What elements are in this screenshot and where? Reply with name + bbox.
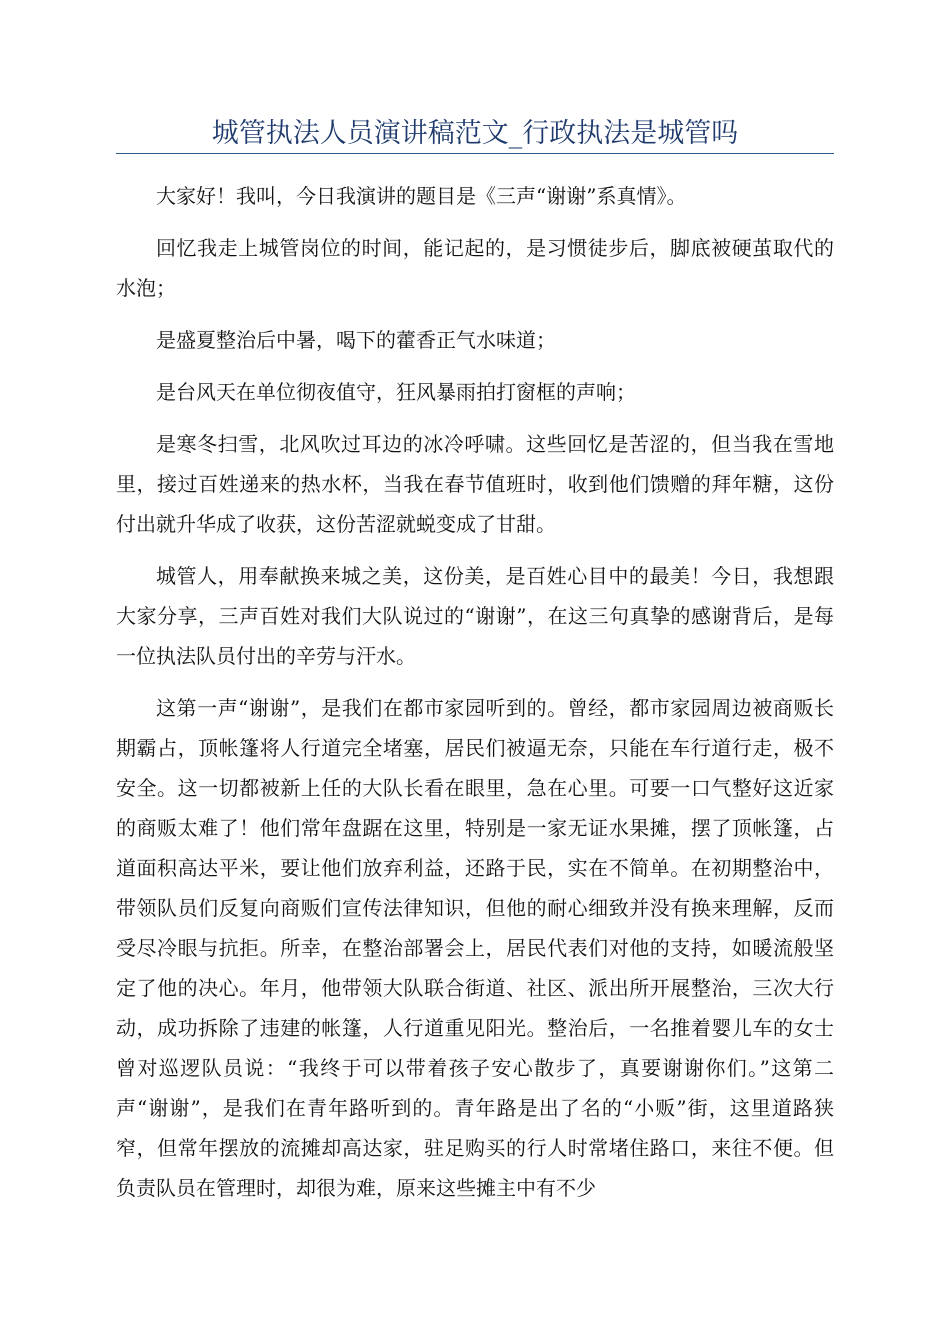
title-underline xyxy=(116,153,834,154)
paragraph: 这第一声“谢谢”，是我们在都市家园听到的。曾经，都市家园周边被商贩长期霸占，顶帐篷将人行道完全堵塞，居民们被逼无奈，只能在车行道行走，极不安全。这一切都被新上任的大队长看在眼里，急在心里。可要一口气整好这近家的商贩太难了！他们常年盘踞在这里，特别是一家无证水果摊，摆了顶帐篷，占道面积高达平米，要让他们放弃利益，还路于民，实在不简单。在初期整治中，带领队员们反复向商贩们宣传法律知识，但他的耐心细致并没有换来理解，反而受尽冷眼与抗拒。所幸，在整治部署会上，居民代表们对他的支持，如暖流般坚定了他的决心。年月，他带领大队联合街道、社区、派出所开展整治，三次大行动，成功拆除了违建的帐篷，人行道重见阳光。整治后，一名推着婴儿车的女士曾对巡逻队员说：“我终于可以带着孩子安心散步了，真要谢谢你们。”这第二声“谢谢”，是我们在青年路听到的。青年路是出了名的“小贩”街，这里道路狭窄，但常年摆放的流摊却高达家，驻足购买的行人时常堵住路口，来往不便。但负责队员在管理时，却很为难，原来这些摊主中有不少 xyxy=(116,696,834,1200)
paragraph: 是盛夏整治后中暑，喝下的藿香正气水味道； xyxy=(156,328,556,352)
document-body xyxy=(116,176,834,1220)
paragraph: 是寒冬扫雪，北风吹过耳边的冰冷呼啸。这些回忆是苦涩的，但当我在雪地里，接过百姓递来的热水杯，当我在春节值班时，收到他们馈赠的拜年糖，这份付出就升华成了收获，这份苦涩就蜕变成了甘甜。 xyxy=(116,432,834,536)
document-title: 城管执法人员演讲稿范文_行政执法是城管吗 xyxy=(211,118,739,149)
paragraph: 城管人，用奉献换来城之美，这份美，是百姓心目中的最美！今日，我想跟大家分享，三声百姓对我们大队说过的“谢谢”，在这三句真挚的感谢背后，是每一位执法队员付出的辛劳与汗水。 xyxy=(116,564,834,668)
paragraph: 大家好！我叫，今日我演讲的题目是《三声“谢谢”系真情》。 xyxy=(156,184,687,208)
paragraph: 是台风天在单位彻夜值守，狂风暴雨拍打窗框的声响； xyxy=(156,380,636,404)
paragraph: 回忆我走上城管岗位的时间，能记起的，是习惯徒步后，脚底被硬茧取代的水泡； xyxy=(116,236,834,300)
